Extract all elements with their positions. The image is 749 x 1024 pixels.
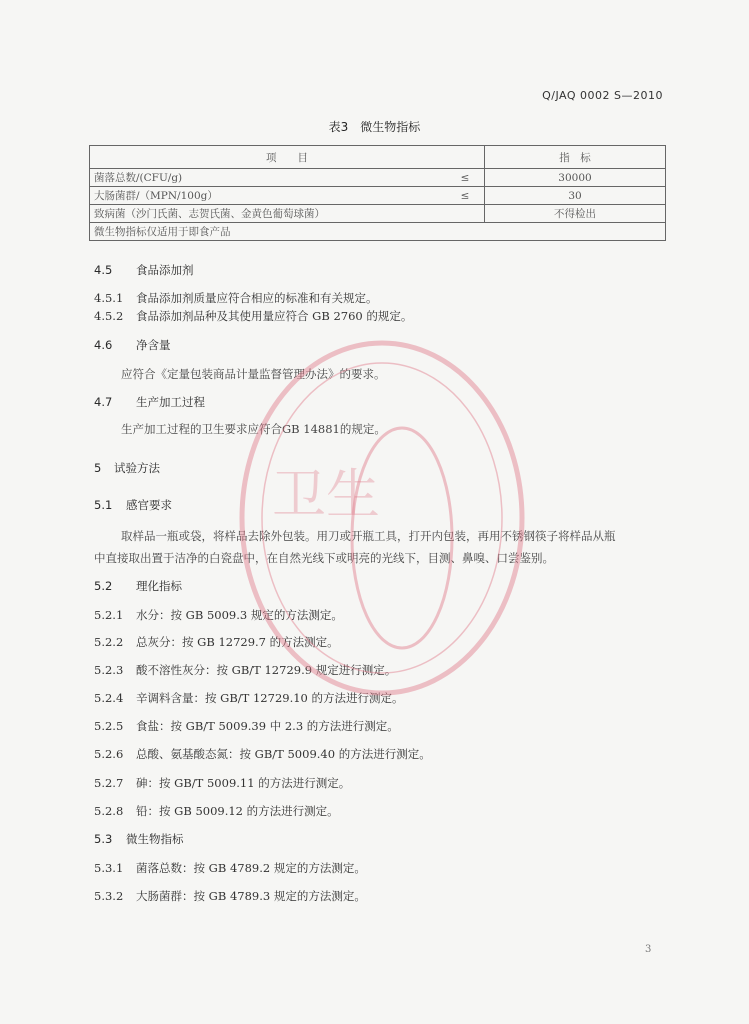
row-value: 30: [485, 187, 666, 205]
clause-4-5-1: [94, 290, 378, 306]
clause-5-3-2: [94, 888, 366, 904]
section-number: 5.1: [94, 498, 113, 512]
section-5-2-heading: [94, 578, 182, 594]
row-value: 30000: [485, 169, 666, 187]
section-number: 4.7: [94, 395, 113, 409]
clause-text: 菌落总数：按 GB 4789.2 规定的方法测定。: [136, 861, 366, 875]
clause-text: 食盐：按 GB/T 5009.39 中 2.3 的方法进行测定。: [136, 719, 399, 733]
table-title: 表3 微生物指标: [328, 120, 421, 134]
clause-text: 大肠菌群：按 GB 4789.3 规定的方法测定。: [136, 889, 366, 903]
clause-number: 5.3.2: [94, 889, 124, 903]
clause-5-2-3: [94, 662, 396, 678]
row-value: 不得检出: [485, 205, 666, 223]
clause-4-5-2: [94, 308, 412, 324]
clause-number: 5.2.7: [94, 776, 124, 790]
clause-number: 5.2.6: [94, 747, 124, 761]
section-number: 5: [94, 461, 102, 475]
seal-stamp: [232, 328, 532, 708]
section-5-1-text-line1: 取样品一瓶或袋，将样品去除外包装。用刀或开瓶工具，打开内包装，再用不锈钢筷子将样品从瓶: [121, 529, 616, 543]
table-row: [90, 205, 666, 223]
section-title: 生产加工过程: [136, 395, 205, 409]
section-5-heading: [94, 460, 160, 476]
table-note: 微生物指标仅适用于即食产品: [90, 223, 666, 241]
header-value: 指 标: [485, 146, 666, 169]
clause-text: 铅：按 GB 5009.12 的方法进行测定。: [136, 804, 339, 818]
section-4-7-heading: [94, 394, 205, 410]
clause-5-2-2: [94, 634, 339, 650]
clause-5-2-4: [94, 690, 404, 706]
row-symbol: [446, 205, 485, 223]
clause-5-2-8: [94, 803, 339, 819]
section-4-7-text: 生产加工过程的卫生要求应符合GB 14881的规定。: [121, 422, 386, 436]
clause-text: 辛调料含量：按 GB/T 12729.10 的方法进行测定。: [136, 691, 404, 705]
header-item: 项 目: [90, 146, 485, 169]
section-5-1-heading: [94, 497, 172, 513]
clause-text: 食品添加剂质量应符合相应的标准和有关规定。: [136, 291, 378, 305]
section-title: 微生物指标: [126, 832, 184, 846]
clause-text: 酸不溶性灰分：按 GB/T 12729.9 规定进行测定。: [136, 663, 397, 677]
stamp-text: 卫生: [272, 463, 380, 526]
clause-5-2-5: [94, 718, 399, 734]
section-5-1-text-line2: 中直接取出置于洁净的白瓷盘中，在自然光线下或明亮的光线下，目测、鼻嗅、口尝鉴别。: [94, 551, 554, 565]
section-4-6-heading: [94, 337, 171, 353]
page-number: 3: [645, 944, 652, 955]
clause-text: 砷：按 GB/T 5009.11 的方法进行测定。: [136, 776, 351, 790]
row-item: 大肠菌群/（MPN/100g）: [90, 187, 447, 205]
clause-number: 5.2.8: [94, 804, 124, 818]
clause-number: 5.2.2: [94, 635, 124, 649]
clause-text: 总灰分：按 GB 12729.7 的方法测定。: [136, 635, 339, 649]
clause-number: 4.5.1: [94, 291, 124, 305]
row-item: 菌落总数/(CFU/g): [90, 169, 447, 187]
clause-number: 5.2.1: [94, 608, 124, 622]
table-row: [90, 187, 666, 205]
clause-5-3-1: [94, 860, 366, 876]
section-number: 4.5: [94, 263, 113, 277]
section-4-6-text: 应符合《定量包装商品计量监督管理办法》的要求。: [121, 367, 386, 381]
section-title: 理化指标: [136, 579, 182, 593]
clause-number: 5.2.3: [94, 663, 124, 677]
clause-5-2-7: [94, 775, 350, 791]
section-title: 食品添加剂: [136, 263, 194, 277]
section-number: 5.3: [94, 832, 113, 846]
table-header-row: [90, 146, 666, 169]
section-number: 4.6: [94, 338, 113, 352]
section-title: 净含量: [136, 338, 171, 352]
table-note-row: [90, 223, 666, 241]
document-code: Q/JAQ 0002 S—2010: [542, 89, 663, 102]
clause-number: 5.3.1: [94, 861, 124, 875]
microbial-table: [89, 145, 666, 241]
clause-text: 食品添加剂品种及其使用量应符合 GB 2760 的规定。: [136, 309, 413, 323]
table-row: [90, 169, 666, 187]
clause-number: 5.2.5: [94, 719, 124, 733]
clause-text: 总酸、氨基酸态氮：按 GB/T 5009.40 的方法进行测定。: [136, 747, 431, 761]
clause-number: 4.5.2: [94, 309, 124, 323]
clause-text: 水分：按 GB 5009.3 规定的方法测定。: [136, 608, 343, 622]
row-item: 致病菌（沙门氏菌、志贺氏菌、金黄色葡萄球菌）: [90, 205, 447, 223]
section-number: 5.2: [94, 579, 113, 593]
clause-number: 5.2.4: [94, 691, 124, 705]
clause-5-2-6: [94, 746, 431, 762]
row-symbol: ≤: [446, 187, 485, 205]
section-4-5-heading: [94, 262, 194, 278]
section-title: 感官要求: [126, 498, 172, 512]
section-title: 试验方法: [114, 461, 160, 475]
row-symbol: ≤: [446, 169, 485, 187]
section-5-3-heading: [94, 831, 184, 847]
clause-5-2-1: [94, 607, 343, 623]
